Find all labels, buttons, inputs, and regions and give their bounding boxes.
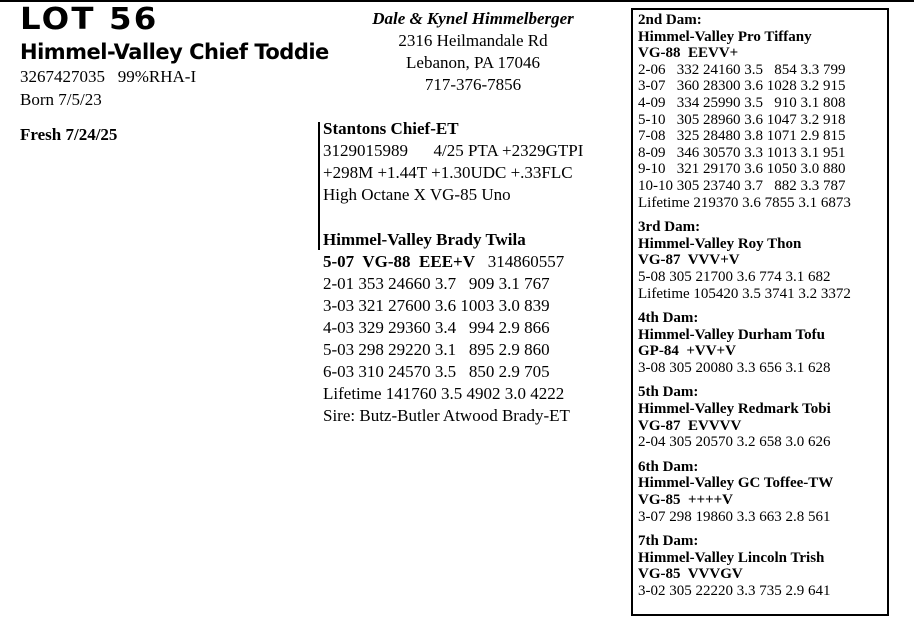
section-gap	[638, 302, 887, 310]
dam-section-name: Himmel-Valley GC Toffee-TW	[638, 475, 834, 492]
section-gap	[638, 525, 887, 533]
animal-registration: 3267427035 99%RHA-I	[20, 67, 197, 86]
dam-pedigree-box	[631, 8, 889, 616]
dam-section-score: VG-85 ++++V	[638, 492, 734, 509]
animal-name: Himmel-Valley Chief Toddie	[20, 40, 329, 64]
consignor-address: 2316 Heilmandale Rd	[398, 31, 548, 50]
dam-record: 4-03 329 29360 3.4 994 2.9 866	[323, 318, 550, 337]
dam-section-record: Lifetime 219370 3.6 7855 3.1 6873	[638, 194, 851, 211]
dam-section-record: 2-06 332 24160 3.5 854 3.3 799	[638, 61, 846, 78]
dam-section-record: 2-04 305 20570 3.2 658 3.0 626	[638, 434, 831, 451]
birth-date: Born 7/5/23	[20, 90, 102, 109]
dam-section-name: Himmel-Valley Roy Thon	[638, 235, 802, 252]
pedigree-bracket-line	[318, 122, 320, 250]
dam-section-title: 7th Dam:	[638, 533, 699, 550]
dam-section-record: 10-10 305 23740 3.7 882 3.3 787	[638, 177, 846, 194]
dam-record: 2-01 353 24660 3.7 909 3.1 767	[323, 274, 550, 293]
dam-section-record: 3-08 305 20080 3.3 656 3.1 628	[638, 359, 831, 376]
consignor-phone: 717-376-7856	[424, 75, 522, 94]
dam-section-record: 5-08 305 21700 3.6 774 3.1 682	[638, 268, 831, 285]
dam-block	[323, 229, 570, 427]
dam-section-score: VG-88 EEVV+	[638, 45, 739, 62]
dam-classification	[323, 251, 570, 273]
section-gap	[638, 451, 887, 459]
dam-record: 3-03 321 27600 3.6 1003 3.0 839	[323, 296, 550, 315]
dam-section-record: 3-02 305 22220 3.3 735 2.9 641	[638, 583, 831, 599]
dam-record: 5-03 298 29220 3.1 895 2.9 860	[323, 340, 550, 359]
dam-section-record: Lifetime 105420 3.5 3741 3.2 3372	[638, 285, 851, 302]
sire-block	[323, 118, 583, 206]
dam-registration: 314860557	[475, 252, 565, 271]
sire-line: +298M +1.44T +1.30UDC +.33FLC	[323, 163, 573, 182]
sire-line: High Octane X VG-85 Uno	[323, 185, 511, 204]
lot-number: LOT 56	[20, 2, 159, 37]
sire-line: 3129015989 4/25 PTA +2329GTPI	[323, 141, 584, 160]
dam-section-title: 6th Dam:	[638, 458, 699, 475]
dam-section-score: GP-84 +VV+V	[638, 343, 736, 360]
dam-section-name: Himmel-Valley Redmark Tobi	[638, 401, 831, 418]
dam-name: Himmel-Valley Brady Twila	[323, 230, 526, 249]
dam-section-score: VG-85 VVVGV	[638, 566, 743, 583]
dam-section-record: 3-07 360 28300 3.6 1028 3.2 915	[638, 78, 846, 95]
dam-score: 5-07 VG-88 EEE+V	[323, 252, 475, 271]
dam-section-title: 3rd Dam:	[638, 219, 701, 236]
dam-section-record: 8-09 346 30570 3.3 1013 3.1 951	[638, 144, 846, 161]
consignor-city: Lebanon, PA 17046	[406, 53, 540, 72]
sire-name: Stantons Chief-ET	[323, 119, 459, 138]
section-gap	[638, 211, 887, 219]
dam-sire: Sire: Butz-Butler Atwood Brady-ET	[323, 406, 570, 425]
dam-section-title: 2nd Dam:	[638, 12, 702, 28]
dam-section-record: 7-08 325 28480 3.8 1071 2.9 815	[638, 128, 846, 145]
dam-section-record: 3-07 298 19860 3.3 663 2.8 561	[638, 508, 831, 525]
dam-section-score: VG-87 VVV+V	[638, 252, 740, 269]
consignor-block	[320, 8, 626, 96]
dam-section-title: 4th Dam:	[638, 310, 699, 327]
dam-section-score: VG-87 EVVVV	[638, 417, 742, 434]
dam-section-record: 9-10 321 29170 3.6 1050 3.0 880	[638, 161, 846, 178]
dam-record: 6-03 310 24570 3.5 850 2.9 705	[323, 362, 550, 381]
dam-section-title: 5th Dam:	[638, 384, 699, 401]
dam-section-name: Himmel-Valley Durham Tofu	[638, 326, 825, 343]
dam-section-record: 5-10 305 28960 3.6 1047 3.2 918	[638, 111, 846, 128]
dam-section-name: Himmel-Valley Pro Tiffany	[638, 28, 812, 45]
dam-section-name: Himmel-Valley Lincoln Trish	[638, 549, 825, 566]
dam-section-record: 4-09 334 25990 3.5 910 3.1 808	[638, 94, 846, 111]
dam-lifetime: Lifetime 141760 3.5 4902 3.0 4222	[323, 384, 565, 403]
consignor-name: Dale & Kynel Himmelberger	[372, 9, 574, 28]
section-gap	[638, 376, 887, 384]
fresh-date: Fresh 7/24/25	[20, 125, 118, 144]
